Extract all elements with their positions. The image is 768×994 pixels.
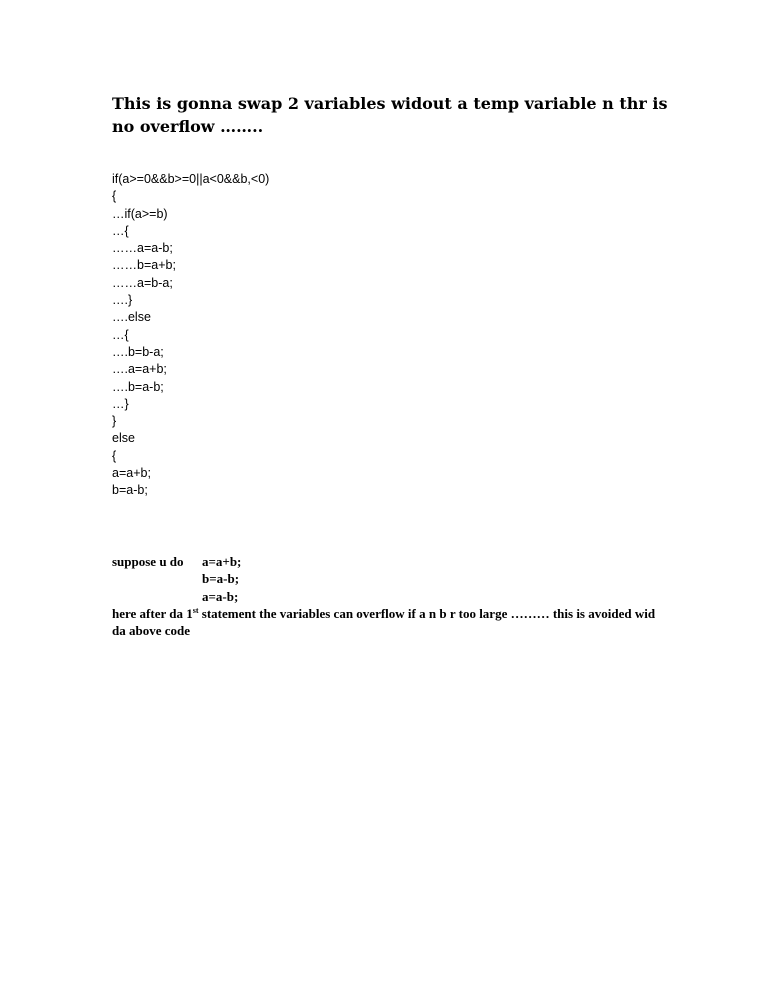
note-statement: a=a+b;	[202, 554, 242, 569]
note-explanation-end: statement the variables can overflow if a n b r too large ……… this is avoided wid da above code	[112, 605, 656, 639]
code-line: …}	[112, 396, 129, 411]
code-line: ……a=a-b;	[112, 241, 173, 256]
document-heading: This is gonna swap 2 variables widout a temp variable n thr is no overflow ……..	[112, 94, 668, 136]
code-line: ….b=a-b;	[112, 379, 164, 394]
code-line: …{	[112, 223, 129, 238]
code-line: ……b=a+b;	[112, 258, 176, 273]
note-explanation	[112, 605, 672, 640]
code-line: else	[112, 431, 135, 446]
code-line: a=a+b;	[112, 466, 151, 481]
note-explanation-start: here after da 1	[112, 605, 193, 621]
note-row	[112, 588, 672, 605]
ordinal-suffix: st	[192, 605, 199, 615]
code-line: ….}	[112, 293, 133, 308]
note-row	[112, 570, 672, 587]
code-line: {	[112, 448, 117, 463]
note-row	[112, 553, 672, 570]
code-line: b=a-b;	[112, 483, 148, 498]
code-line: …if(a>=b)	[112, 206, 168, 221]
code-line: }	[112, 414, 117, 429]
code-line: ….a=a+b;	[112, 362, 167, 377]
note-statement: b=a-b;	[202, 571, 240, 587]
overflow-note	[112, 553, 672, 639]
code-line: {	[112, 189, 117, 204]
note-label: suppose u do	[112, 554, 184, 569]
code-line: ….else	[112, 310, 151, 325]
code-line: ……a=b-a;	[112, 275, 173, 290]
code-block	[112, 171, 269, 500]
note-statement: a=a-b;	[202, 588, 239, 604]
code-line: …{	[112, 327, 129, 342]
code-line: ….b=b-a;	[112, 344, 164, 359]
code-line: if(a>=0&&b>=0||a<0&&b,<0)	[112, 172, 270, 186]
